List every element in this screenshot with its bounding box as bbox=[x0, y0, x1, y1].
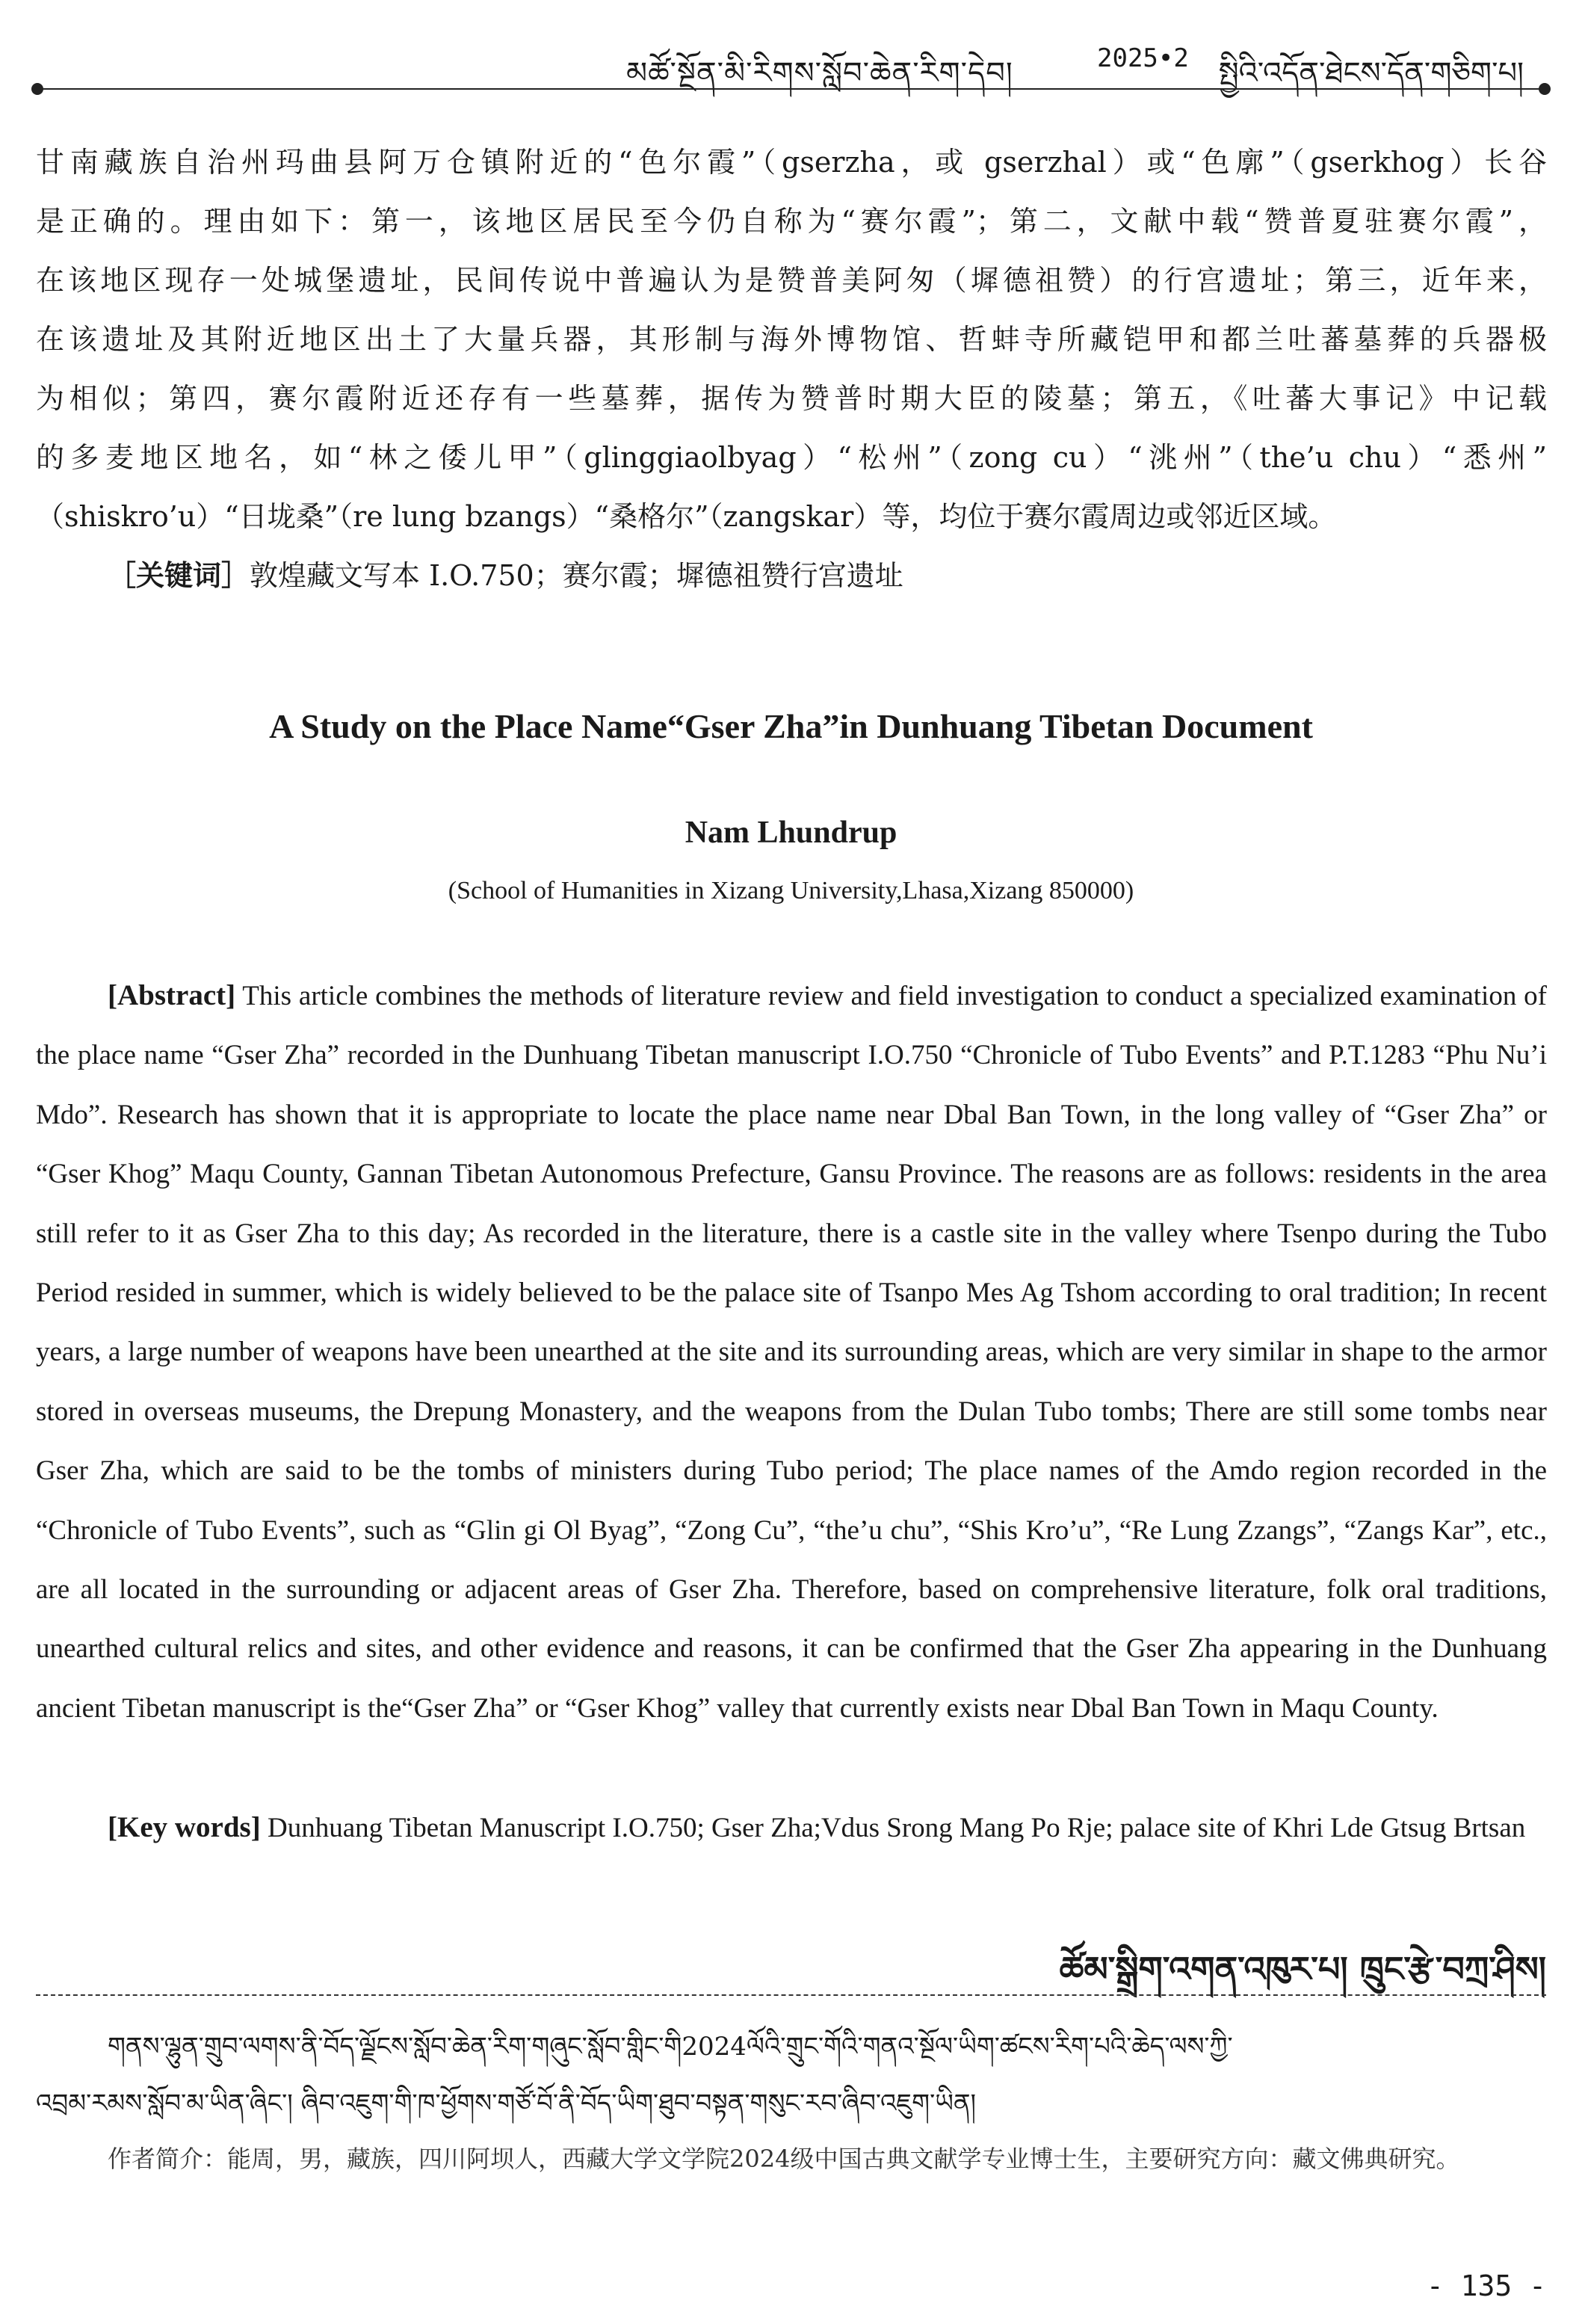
tibetan-editor-line: ཚོམ་སྒྲིག་འགན་འཁུར་པ། ཁྲུང་རྩེ་བཀྲ་ཤིས། bbox=[1059, 1949, 1546, 1989]
rule-dot-right bbox=[1539, 83, 1551, 95]
cn-abstract-line: 甘南藏族自治州玛曲县阿万仓镇附近的“色尔霞”（gserzha，或 gserzhal）或“色廓”（gserkhog）长谷 bbox=[36, 146, 1547, 179]
english-author: Nam Lhundrup bbox=[685, 816, 897, 850]
journal-name-tibetan: མཚོ་སྔོན་མི་རིགས་སློབ་ཆེན་རིག་དེབ། bbox=[626, 56, 1013, 90]
english-abstract bbox=[36, 966, 1547, 1738]
running-header bbox=[36, 28, 1546, 90]
cn-keywords-label: ［关键词］ bbox=[108, 559, 250, 592]
author-footnote: 作者简介：能周，男，藏族，四川阿坝人，西藏大学文学院2024级中国古典文献学专业博士生，主要研究方向：藏文佛典研究。 bbox=[108, 2145, 1460, 2173]
cn-abstract-line: （shiskro’u）“日垅桑”（re lung bzangs）“桑格尔”（zangskar）等，均位于赛尔霞周边或邻近区域。 bbox=[36, 500, 1337, 533]
page-number: - 135 - bbox=[1426, 2269, 1546, 2302]
footnote-divider bbox=[36, 1994, 1546, 1996]
rule-dot-left bbox=[31, 83, 43, 95]
keywords-label: [Key words] bbox=[108, 1811, 261, 1843]
cn-abstract-line: 在该遗址及其附近地区出土了大量兵器，其形制与海外博物馆、哲蚌寺所藏铠甲和都兰吐蕃墓葬的兵器极 bbox=[36, 323, 1547, 356]
tibetan-author-note bbox=[36, 2018, 1547, 2132]
issue-number: 2025•2 bbox=[1097, 43, 1189, 73]
cn-abstract-line: 为相似；第四，赛尔霞附近还存有一些墓葬，据传为赞普时期大臣的陵墓；第五，《吐蕃大事记》中记载 bbox=[36, 382, 1547, 415]
cn-abstract-line: 是正确的。理由如下：第一，该地区居民至今仍自称为“赛尔霞”；第二，文献中载“赞普夏驻赛尔霞”， bbox=[36, 205, 1547, 238]
english-title: A Study on the Place Name“Gser Zha”in Dunhuang Tibetan Document bbox=[269, 707, 1313, 745]
tibetan-note-line-1: གནས་ལྷུན་གྲུབ་ལགས་ནི་བོད་ལྗོངས་སློབ་ཆེན་རིག་གཞུང་སློབ་གླིང་གི2024ལོའི་གྲུང་གོའི་གནའ་སྔོལ་ཡིག་ཚངས་རིག་པའི་ཆེད་ལས་ཀྱི་ bbox=[108, 2032, 1233, 2062]
tibetan-note-line-2: འབྲམ་རམས་སློབ་མ་ཡིན་ཞིང་། ཞིབ་འཇུག་གི་ཁ་ཕྱོགས་གཙོ་བོ་ནི་བོད་ཡིག་ཐུབ་བསྟན་གསུང་རབ་ཞིབ་འཇུག་ཡིན། bbox=[36, 2089, 977, 2118]
cn-keywords bbox=[36, 546, 1547, 605]
english-keywords bbox=[36, 1798, 1547, 1858]
cn-abstract-line: 在该地区现存一处城堡遗址，民间传说中普遍认为是赞普美阿匆（墀德祖赞）的行宫遗址；第三，近年来， bbox=[36, 264, 1547, 297]
keywords-text: Dunhuang Tibetan Manuscript I.O.750; Gser Zha;Vdus Srong Mang Po Rje; palace site of Khri Lde Gtsug Brtsan bbox=[267, 1813, 1526, 1843]
header-rule bbox=[36, 88, 1546, 90]
cn-keywords-text: 敦煌藏文写本 I.O.750；赛尔霞；墀德祖赞行宫遗址 bbox=[250, 559, 903, 592]
abstract-label: [Abstract] bbox=[108, 979, 236, 1011]
chinese-abstract bbox=[36, 133, 1547, 605]
english-affiliation: (School of Humanities in Xizang University,Lhasa,Xizang 850000) bbox=[448, 877, 1134, 904]
cn-abstract-line: 的多麦地区地名，如“林之倭儿甲”（glinggiaolbyag）“松州”（zong cu）“洮州”（the’u chu）“悉州” bbox=[36, 441, 1547, 474]
abstract-text: This article combines the methods of literature review and field investigation to conduct a specialized examination of the place name “Gser Zha” recorded in the Dunhuang Tibetan manuscript I.O.750 “Chronicle of Tubo Events” and P.T.1283 “Phu Nu’i Mdo”. Research has shown that it is appropriate to locate the place name near Dbal Ban Town, in the long valley of “Gser Zha” or “Gser Khog” Maqu County, Gannan Tibetan Autonomous Prefecture, Gansu Province. The reasons are as follows: residents in the area still refer to it as Gser Zha to this day; As recorded in the literature, there is a castle site in the valley where Tsenpo during the Tubo Period resided in summer, which is widely believed to be the palace site of Tsanpo Mes Ag Tshom according to oral tradition; In recent years, a large number of weapons have been unearthed at the site and its surrounding areas, which are very similar in shape to the armor stored in overseas museums, the Drepung Monastery, and the weapons from the Dulan Tubo tombs; There are still some tombs near Gser Zha, which are said to be the tombs of ministers during Tubo period; The place names of the Amdo region recorded in the “Chronicle of Tubo Events”, such as “Glin gi Ol Byag”, “Zong Cu”, “the’u chu”, “Shis Kro’u”, “Re Lung Zzangs”, “Zangs Kar”, etc., are all located in the surrounding or adjacent areas of Gser Zha. Therefore, based on comprehensive literature, folk oral traditions, unearthed cultural relics and sites, and other evidence and reasons, it can be confirmed that the Gser Zha appearing in the Dunhuang ancient Tibetan manuscript is the“Gser Zha” or “Gser Khog” valley that currently exists near Dbal Ban Town in Maqu County. bbox=[36, 981, 1547, 1724]
issue-label-tibetan: སྤྱིའི་འདོན་ཐེངས་དོན་གཅིག་པ། bbox=[1218, 56, 1524, 90]
